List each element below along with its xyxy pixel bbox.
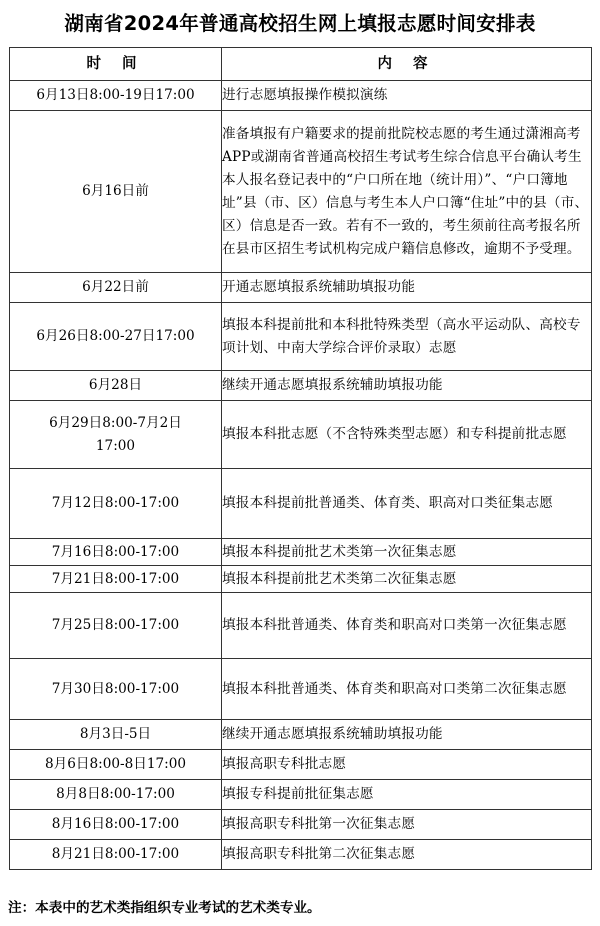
time-cell: 6月29日8:00-7月2日17:00	[10, 401, 222, 469]
content-cell: 继续开通志愿填报系统辅助填报功能	[222, 371, 592, 401]
table-row	[10, 566, 592, 593]
table-row	[10, 303, 592, 371]
time-cell: 6月22日前	[10, 273, 222, 303]
table-row	[10, 720, 592, 750]
time-cell: 8月6日8:00-8日17:00	[10, 750, 222, 780]
time-cell: 8月16日8:00-17:00	[10, 810, 222, 840]
content-cell: 填报高职专科批志愿	[222, 750, 592, 780]
time-cell: 8月21日8:00-17:00	[10, 840, 222, 870]
table-row	[10, 469, 592, 539]
time-cell: 6月16日前	[10, 111, 222, 273]
content-cell: 填报本科批普通类、体育类和职高对口类第二次征集志愿	[222, 659, 592, 720]
time-cell: 7月12日8:00-17:00	[10, 469, 222, 539]
time-cell: 8月8日8:00-17:00	[10, 780, 222, 810]
content-cell: 填报专科提前批征集志愿	[222, 780, 592, 810]
footnote: 注：本表中的艺术类指组织专业考试的艺术类专业。	[8, 900, 321, 916]
content-cell: 进行志愿填报操作模拟演练	[222, 81, 592, 111]
content-cell: 填报本科批志愿（不含特殊类型志愿）和专科提前批志愿	[222, 401, 592, 469]
schedule-table	[9, 47, 592, 870]
time-cell: 6月13日8:00-19日17:00	[10, 81, 222, 111]
header-time: 时 间	[10, 48, 222, 81]
table-row	[10, 111, 592, 273]
content-cell: 填报本科提前批艺术类第一次征集志愿	[222, 539, 592, 566]
content-cell: 填报本科提前批艺术类第二次征集志愿	[222, 566, 592, 593]
content-cell: 填报高职专科批第二次征集志愿	[222, 840, 592, 870]
table-row	[10, 659, 592, 720]
time-cell: 7月30日8:00-17:00	[10, 659, 222, 720]
content-cell: 开通志愿填报系统辅助填报功能	[222, 273, 592, 303]
table-row	[10, 780, 592, 810]
time-cell: 6月26日8:00-27日17:00	[10, 303, 222, 371]
table-row	[10, 371, 592, 401]
table-row	[10, 539, 592, 566]
table-row	[10, 840, 592, 870]
table-header-row	[10, 48, 592, 81]
table-row	[10, 750, 592, 780]
content-cell: 准备填报有户籍要求的提前批院校志愿的考生通过潇湘高考APP或湖南省普通高校招生考试考生综合信息平台确认考生本人报名登记表中的“户口所在地（统计用）”、“户口簿地址”县（市、区）信息与考生本人户口簿“住址”中的县（市、区）信息是否一致。若有不一致的，考生须前往高考报名所在县市区招生考试机构完成户籍信息修改，逾期不予受理。	[222, 111, 592, 273]
time-cell: 7月25日8:00-17:00	[10, 593, 222, 659]
table-row	[10, 810, 592, 840]
time-cell: 6月28日	[10, 371, 222, 401]
page-title: 湖南省2024年普通高校招生网上填报志愿时间安排表	[64, 12, 536, 35]
content-cell: 填报高职专科批第一次征集志愿	[222, 810, 592, 840]
table-row	[10, 593, 592, 659]
content-cell: 填报本科批普通类、体育类和职高对口类第一次征集志愿	[222, 593, 592, 659]
header-content: 内 容	[222, 48, 592, 81]
content-cell: 填报本科提前批普通类、体育类、职高对口类征集志愿	[222, 469, 592, 539]
time-cell: 8月3日-5日	[10, 720, 222, 750]
content-cell: 填报本科提前批和本科批特殊类型（高水平运动队、高校专项计划、中南大学综合评价录取）志愿	[222, 303, 592, 371]
table-row	[10, 273, 592, 303]
time-cell: 7月21日8:00-17:00	[10, 566, 222, 593]
table-row	[10, 401, 592, 469]
time-cell: 7月16日8:00-17:00	[10, 539, 222, 566]
table-row	[10, 81, 592, 111]
content-cell: 继续开通志愿填报系统辅助填报功能	[222, 720, 592, 750]
